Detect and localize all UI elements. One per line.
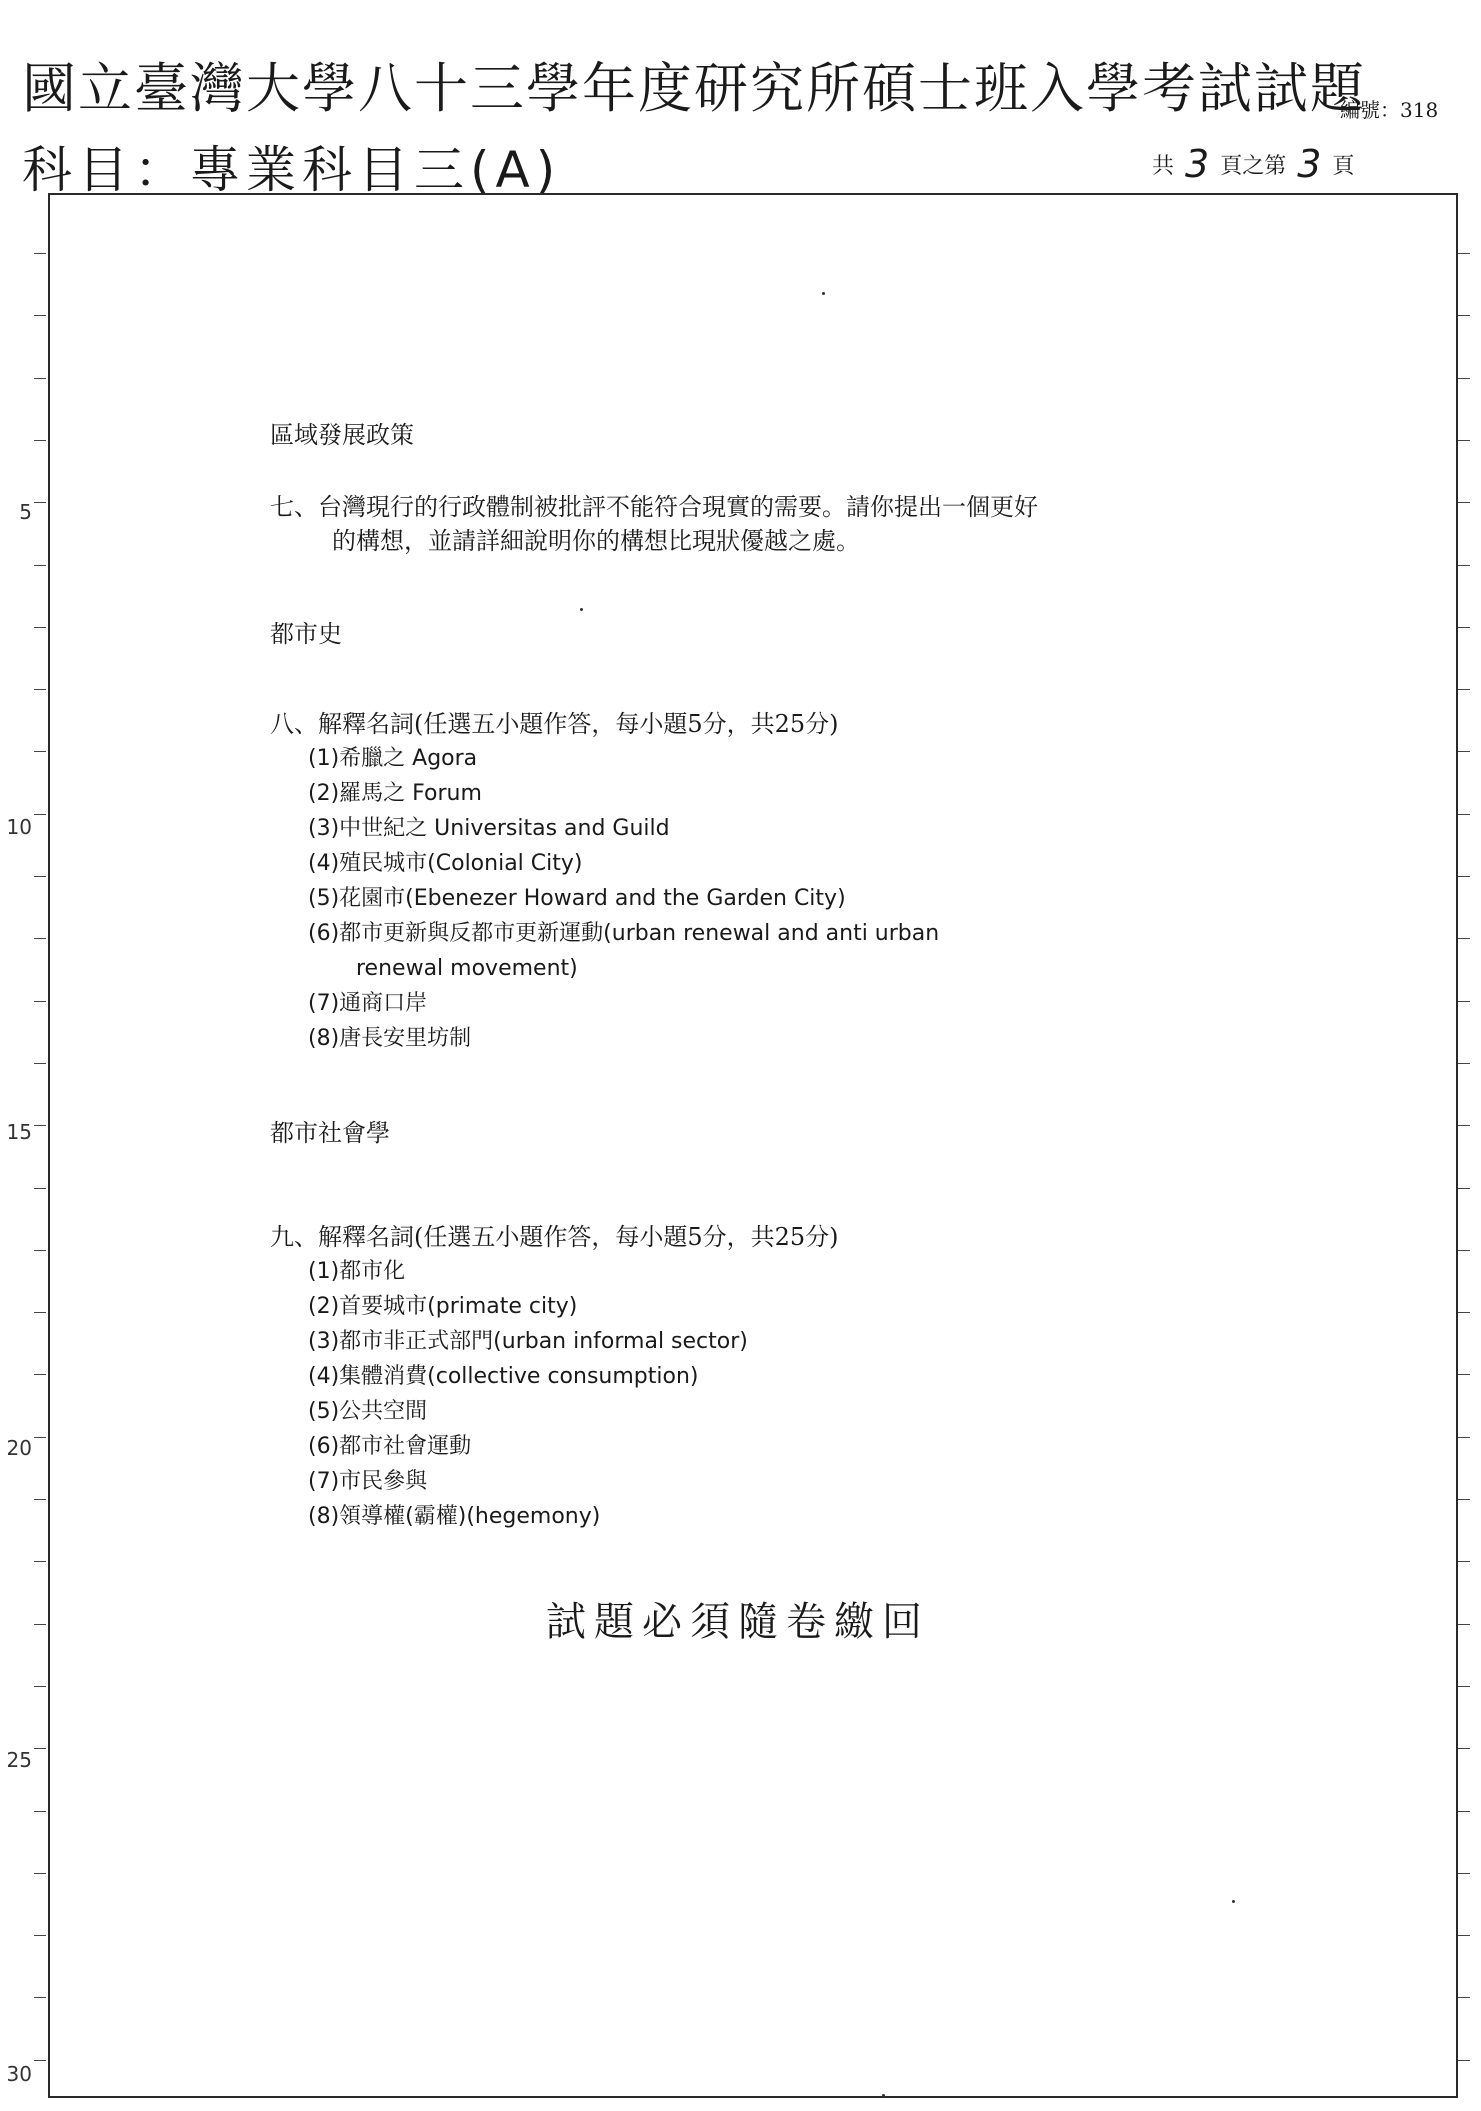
question-8: 八、解釋名詞(任選五小題作答，每小題5分，共25分): [270, 710, 839, 738]
margin-tick: [34, 1437, 46, 1438]
margin-tick: [34, 565, 46, 566]
page-indicator: [1152, 142, 1354, 186]
list-item: (8)領導權(霸權)(hegemony): [308, 1504, 601, 1529]
scan-speck: [1232, 1900, 1235, 1903]
margin-tick: [1458, 502, 1470, 503]
page-middle: 頁之第: [1220, 154, 1287, 179]
list-item: (3)都市非正式部門(urban informal sector): [308, 1329, 748, 1354]
margin-tick: [1458, 751, 1470, 752]
margin-tick: [1458, 1125, 1470, 1126]
exam-subject: 科目：專業科目三(A): [22, 141, 562, 199]
margin-tick: [34, 938, 46, 939]
scan-speck: [882, 2094, 885, 2097]
margin-tick: [1458, 689, 1470, 690]
margin-tick: [34, 1561, 46, 1562]
list-item: (4)殖民城市(Colonial City): [308, 851, 583, 876]
margin-tick: [1458, 1250, 1470, 1251]
list-item-text: (6)都市更新與反都市更新運動(urban renewal and anti urban: [308, 921, 940, 946]
margin-tick: [34, 1935, 46, 1936]
question-9: 九、解釋名詞(任選五小題作答，每小題5分，共25分): [270, 1223, 839, 1251]
margin-tick: [34, 1312, 46, 1313]
margin-tick: [1458, 1437, 1470, 1438]
margin-tick: [1458, 315, 1470, 316]
margin-tick: [1458, 1997, 1470, 1998]
margin-tick: [1458, 1561, 1470, 1562]
margin-tick: [1458, 1374, 1470, 1375]
margin-tick: [1458, 938, 1470, 939]
margin-tick: [34, 1374, 46, 1375]
margin-tick: [1458, 1001, 1470, 1002]
margin-tick: [34, 814, 46, 815]
section-title-regional-policy: 區域發展政策: [270, 421, 414, 449]
margin-tick: [1458, 1063, 1470, 1064]
list-item: (8)唐長安里坊制: [308, 1026, 472, 1051]
margin-tick: [34, 378, 46, 379]
exam-title: 國立臺灣大學八十三學年度研究所碩士班入學考試試題: [22, 57, 1366, 120]
margin-tick: [1458, 440, 1470, 441]
margin-tick: [1458, 1748, 1470, 1749]
margin-tick: [1458, 1873, 1470, 1874]
margin-tick: [1458, 1499, 1470, 1500]
exam-content: [270, 418, 1270, 1534]
margin-tick: [1458, 814, 1470, 815]
margin-tick: [34, 1188, 46, 1189]
line-number-20: 20: [6, 1436, 32, 1460]
margin-tick: [1458, 253, 1470, 254]
margin-tick: [1458, 627, 1470, 628]
serial-number: 編號：318: [1340, 98, 1439, 122]
right-tick-ruler: [1458, 193, 1470, 2098]
section-title-urban-sociology: 都市社會學: [270, 1119, 390, 1147]
list-item: (3)中世紀之 Universitas and Guild: [308, 816, 670, 841]
question-7: [270, 490, 1270, 558]
list-item: (6)都市社會運動: [308, 1434, 472, 1459]
list-item: (2)首要城市(primate city): [308, 1294, 578, 1319]
margin-tick: [34, 1499, 46, 1500]
page-current: 3: [1297, 142, 1322, 186]
list-item: (4)集體消費(collective consumption): [308, 1364, 699, 1389]
section-title-urban-history: 都市史: [270, 620, 342, 648]
margin-tick: [34, 751, 46, 752]
margin-tick: [34, 440, 46, 441]
list-item: (7)通商口岸: [308, 991, 428, 1016]
list-item: [308, 916, 1270, 986]
line-number-15: 15: [6, 1120, 32, 1144]
list-item: (1)希臘之 Agora: [308, 746, 478, 771]
margin-tick: [34, 1811, 46, 1812]
margin-tick: [34, 627, 46, 628]
list-item: (2)羅馬之 Forum: [308, 781, 482, 806]
list-item: (5)公共空間: [308, 1399, 428, 1424]
margin-tick: [34, 1997, 46, 1998]
margin-tick: [34, 1250, 46, 1251]
margin-tick: [1458, 378, 1470, 379]
margin-tick: [34, 1063, 46, 1064]
margin-tick: [34, 315, 46, 316]
question-7-line1: 七、台灣現行的行政體制被批評不能符合現實的需要。請你提出一個更好: [270, 493, 1038, 521]
margin-tick: [1458, 1686, 1470, 1687]
page-suffix: 頁: [1332, 154, 1355, 179]
margin-tick: [1458, 565, 1470, 566]
page-prefix: 共: [1152, 154, 1175, 179]
list-item: (7)市民參與: [308, 1469, 428, 1494]
question-7-line2: 的構想，並請詳細說明你的構想比現狀優越之處。: [332, 527, 860, 555]
list-item-continuation: renewal movement): [356, 956, 578, 981]
scan-speck: [580, 608, 583, 611]
margin-tick: [34, 1873, 46, 1874]
margin-tick: [1458, 1811, 1470, 1812]
margin-tick: [34, 1125, 46, 1126]
margin-tick: [34, 1001, 46, 1002]
return-exam-stamp: 試題必須隨卷繳回: [546, 1599, 930, 1645]
margin-tick: [1458, 1935, 1470, 1936]
margin-tick: [34, 253, 46, 254]
margin-tick: [1458, 1188, 1470, 1189]
left-tick-ruler: [34, 193, 46, 2098]
line-number-5: 5: [19, 500, 32, 524]
question-9-items: [270, 1254, 1270, 1534]
scan-speck: [822, 292, 825, 295]
page-total: 3: [1185, 142, 1210, 186]
margin-tick: [34, 2060, 46, 2061]
list-item: (1)都市化: [308, 1259, 406, 1284]
margin-tick: [1458, 876, 1470, 877]
margin-tick: [1458, 1624, 1470, 1625]
list-item: (5)花園市(Ebenezer Howard and the Garden City): [308, 886, 846, 911]
margin-tick: [1458, 2060, 1470, 2061]
margin-tick: [34, 1748, 46, 1749]
line-number-10: 10: [6, 815, 32, 839]
margin-tick: [1458, 1312, 1470, 1313]
margin-tick: [34, 689, 46, 690]
question-8-items: [270, 741, 1270, 1056]
margin-tick: [34, 876, 46, 877]
line-number-25: 25: [6, 1748, 32, 1772]
margin-tick: [34, 1624, 46, 1625]
line-number-30: 30: [6, 2062, 32, 2086]
margin-tick: [34, 502, 46, 503]
margin-tick: [34, 1686, 46, 1687]
